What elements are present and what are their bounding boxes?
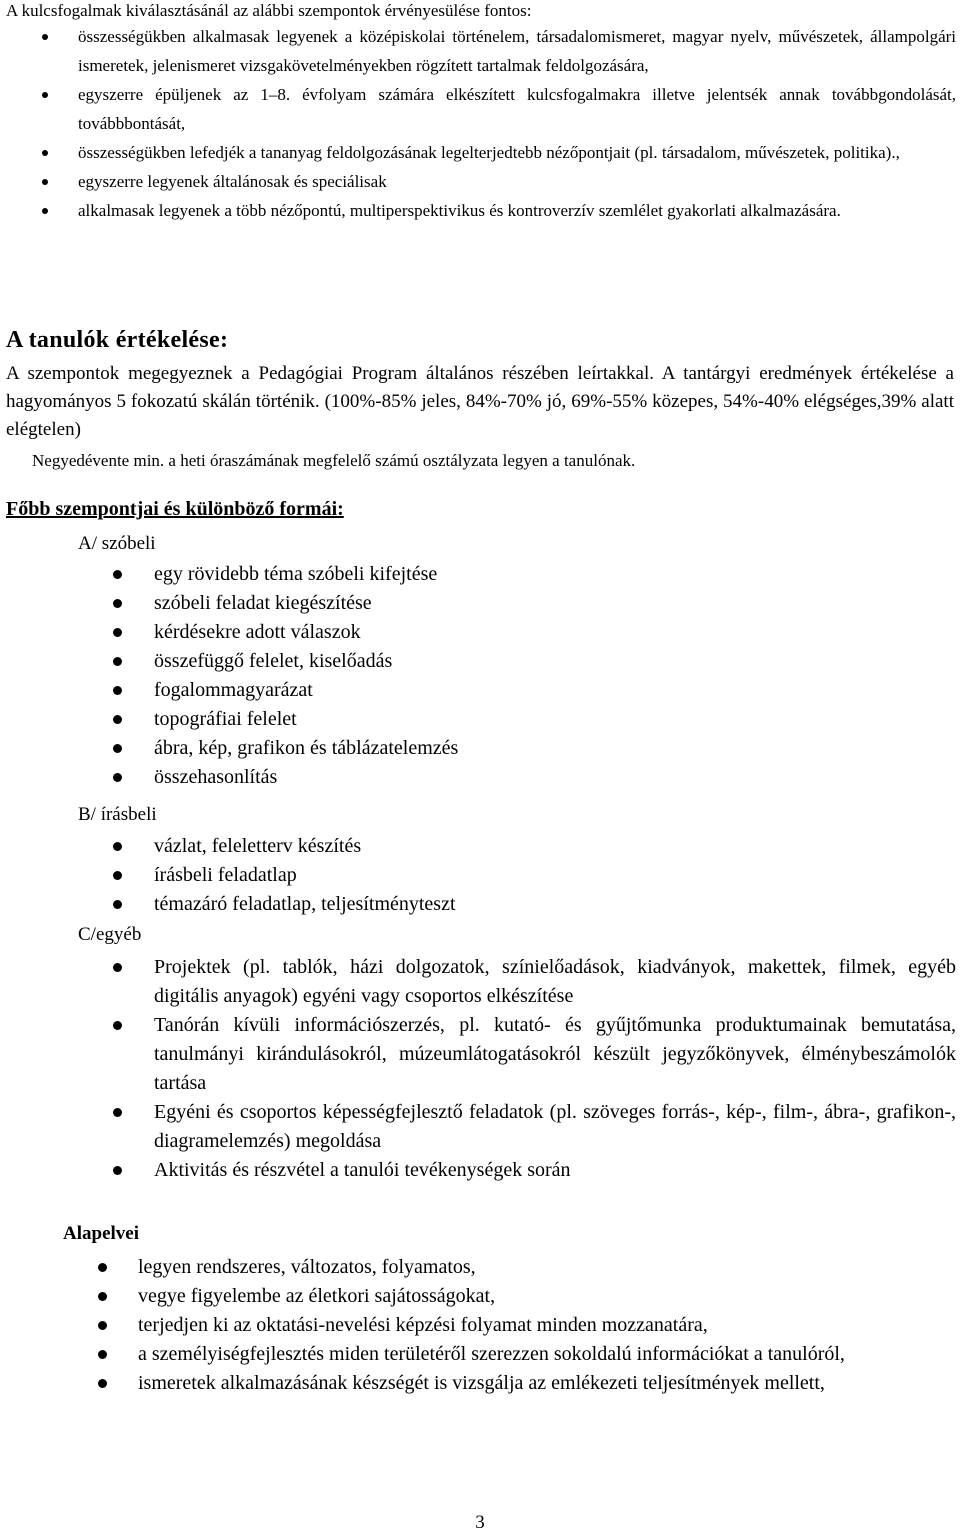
list-item: egyszerre épüljenek az 1–8. évfolyam számára elkészített kulcsfogalmakra illetve jelentsék annak továbbgondolását, továbbbontását,	[0, 80, 956, 138]
list-item: terjedjen ki az oktatási-nevelési képzési folyamat minden mozzanatára,	[0, 1311, 956, 1340]
list-item: írásbeli feladatlap	[0, 861, 956, 890]
list-item: szóbeli feladat kiegészítése	[0, 589, 956, 618]
list-item: Tanórán kívüli információszerzés, pl. kutató- és gyűjtőmunka produktumainak bemutatása, tanulmányi kirándulásokról, múzeumlátogatásokról készült jegyzőkönyvek, élménybeszámolók tartása	[0, 1011, 956, 1098]
list-item: egy rövidebb téma szóbeli kifejtése	[0, 560, 956, 589]
section-label-c: C/egyéb	[78, 924, 142, 945]
ertekeles-paragraph: A szempontok megegyeznek a Pedagógiai Program általános részében leírtakkal. A tantárgyi eredmények értékelése a hagyományos 5 fokozatú skálán történik. (100%-85% jeles, 84%-70% jó, 69%-55% közepes, 54%-40% elégséges,39% alatt elégtelen)	[6, 363, 954, 440]
list-item: összehasonlítás	[0, 763, 956, 792]
list-item: ismeretek alkalmazásának készségét is vizsgálja az emlékezeti teljesítmények mellett,	[0, 1369, 956, 1398]
section-title-alapelvei: Alapelvei	[63, 1223, 139, 1244]
ertekeles-note: Negyedévente min. a heti óraszámának megfelelő számú osztályzata legyen a tanulónak.	[32, 451, 636, 470]
list-item: ábra, kép, grafikon és táblázatelemzés	[0, 734, 956, 763]
section-label-b: B/ írásbeli	[78, 804, 157, 825]
list-item: vázlat, feleletterv készítés	[0, 832, 956, 861]
list-item: alkalmasak legyenek a több nézőpontú, multiperspektivikus és kontroverzív szemlélet gyakorlati alkalmazására.	[0, 196, 956, 225]
irasbeli-list	[0, 832, 956, 919]
page-number: 3	[475, 1512, 485, 1533]
list-item: topográfiai felelet	[0, 705, 956, 734]
list-item: összességükben lefedjék a tananyag feldolgozásának legelterjedtebb nézőpontjait (pl. társadalom, művészetek, politika).,	[0, 138, 956, 167]
section-title-ertekeles: A tanulók értékelése:	[6, 327, 229, 353]
list-item: legyen rendszeres, változatos, folyamatos,	[0, 1253, 956, 1282]
list-item: Aktivitás és részvétel a tanulói tevékenységek során	[0, 1156, 956, 1185]
section-title-formai: Főbb szempontjai és különböző formái:	[6, 498, 344, 520]
list-item: összefüggő felelet, kiselőadás	[0, 647, 956, 676]
list-item: kérdésekre adott válaszok	[0, 618, 956, 647]
list-item: témazáró feladatlap, teljesítményteszt	[0, 890, 956, 919]
section-label-a: A/ szóbeli	[78, 533, 156, 554]
list-item: fogalommagyarázat	[0, 676, 956, 705]
szobeli-list	[0, 560, 956, 792]
intro-lead: A kulcsfogalmak kiválasztásánál az alábbi szempontok érvényesülése fontos:	[6, 1, 532, 20]
list-item: a személyiségfejlesztés miden területéről szerezzen sokoldalú információkat a tanulóról,	[0, 1340, 956, 1369]
list-item: egyszerre legyenek általánosak és speciálisak	[0, 167, 956, 196]
egyeb-list	[0, 953, 956, 1185]
list-item: vegye figyelembe az életkori sajátosságokat,	[0, 1282, 956, 1311]
list-item: Projektek (pl. tablók, házi dolgozatok, színielőadások, kiadványok, makettek, filmek, egyéb digitális anyagok) egyéni vagy csoportos elkészítése	[0, 953, 956, 1011]
alapelvei-list	[0, 1253, 956, 1398]
intro-bullet-list	[0, 22, 956, 225]
list-item: összességükben alkalmasak legyenek a középiskolai történelem, társadalomismeret, magyar nyelv, művészetek, állampolgári ismeretek, jelenismeret vizsgakövetelményekben rögzített tartalmak feldolgozására,	[0, 22, 956, 80]
list-item: Egyéni és csoportos képességfejlesztő feladatok (pl. szöveges forrás-, kép-, film-, ábra-, grafikon-, diagramelemzés) megoldása	[0, 1098, 956, 1156]
